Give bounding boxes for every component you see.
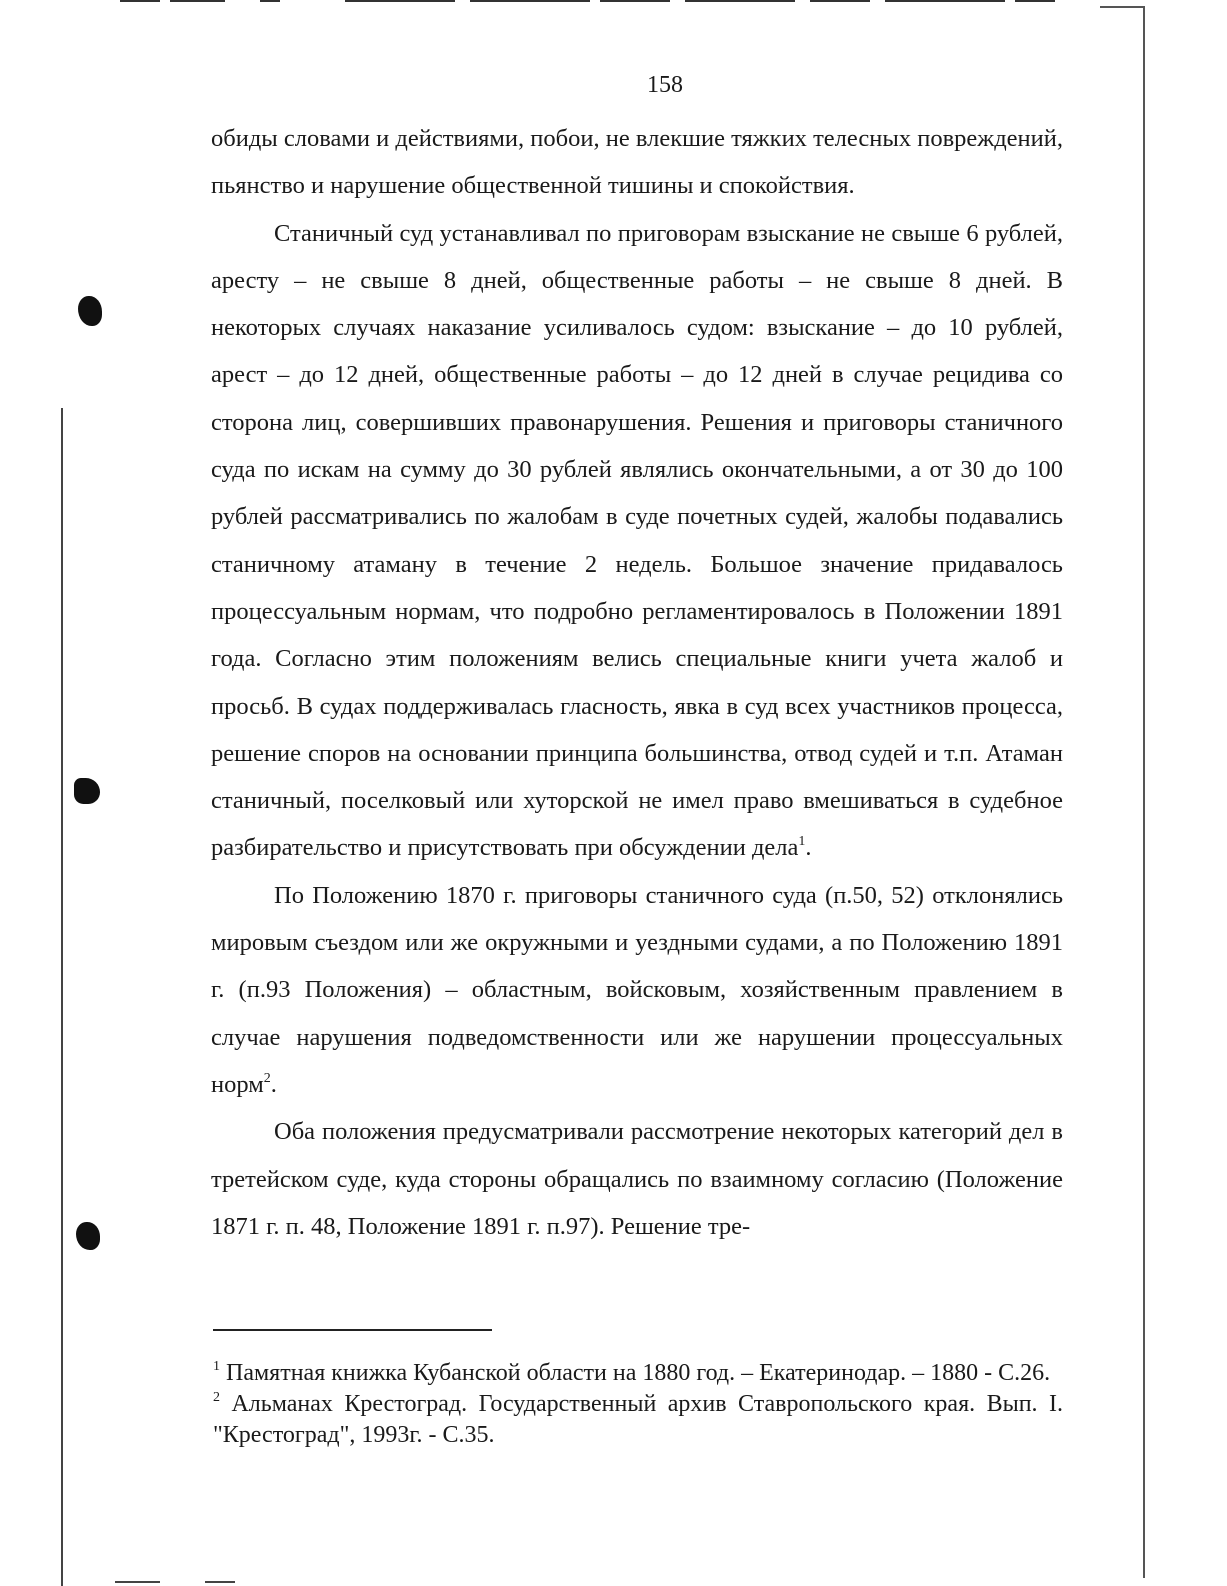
binder-hole-mark-top	[78, 296, 102, 326]
binder-hole-mark-middle	[74, 778, 100, 804]
scan-left-edge-line	[61, 408, 63, 1586]
paragraph-text: По Положению 1870 г. приговоры станичного суда (п.50, 52) отклонялись мировым съездом или же окружными и уездными судами, а по Положению 1891 г. (п.93 Положения) – областным, войсковым, хозяйственным правлением в случае нарушения подведомственности или же нарушении процессуальных норм	[211, 881, 1063, 1098]
scan-right-corner-mark	[1100, 6, 1145, 8]
footnote-text: Памятная книжка Кубанской области на 1880 год. – Екатеринодар. – 1880 - С.26.	[226, 1360, 1051, 1386]
paragraph-polozhenie-1870	[211, 872, 1063, 1108]
footnote-2	[213, 1389, 1063, 1451]
sentence-end: .	[805, 834, 812, 862]
footnote-mark: 2	[213, 1390, 220, 1405]
footnotes	[213, 1358, 1063, 1451]
paragraph-continuation: обиды словами и действиями, побои, не влекшие тяжких телесных повреждений, пьянство и нарушение общественной тишины и спокойствия.	[211, 125, 1063, 200]
page-number: 158	[647, 72, 683, 98]
scan-right-edge-line	[1143, 8, 1145, 1578]
footnote-mark: 1	[213, 1359, 220, 1374]
paragraph-stanichny-court	[211, 210, 1063, 872]
footnote-text: Альманах Крестоград. Государственный архив Ставропольского края. Вып. I. "Крестоград", 1993г. - С.35.	[213, 1391, 1063, 1448]
footnote-separator	[213, 1329, 492, 1331]
footnote-1	[213, 1358, 1063, 1389]
paragraph-arbitration: Оба положения предусматривали рассмотрение некоторых категорий дел в третейском суде, куда стороны обращались по взаимному согласию (Положение 1871 г. п. 48, Положение 1891 г. п.97). Решение тре-	[211, 1118, 1063, 1240]
body-text	[211, 115, 1063, 1250]
scan-top-edge-marks	[110, 0, 1150, 4]
footnote-ref-1: 1	[798, 834, 806, 850]
sentence-end: .	[270, 1070, 277, 1098]
footnote-ref-2: 2	[263, 1070, 271, 1086]
binder-hole-mark-bottom	[76, 1222, 100, 1250]
paragraph-text: Станичный суд устанавливал по приговорам взыскание не свыше 6 рублей, аресту – не свыше 8 дней, общественные работы – не свыше 8 дней. В некоторых случаях наказание усиливалось судом: взыскание – до 10 рублей, арест – до 12 дней, общественные работы – до 12 дней в случае рецидива со сторона лиц, совершивших правонарушения. Решения и приговоры станичного суда по искам на сумму до 30 рублей являлись окончательными, а от 30 до 100 рублей рассматривались по жалобам в суде почетных судей, жалобы подавались станичному атаману в течение 2 недель. Большое значение придавалось процессуальным нормам, что подробно регламентировалось в Положении 1891 года. Согласно этим положениям велись специальные книги учета жалоб и просьб. В судах поддерживалась гласность, явка в суд всех участников процесса, решение споров на основании принципа большинства, отвод судей и т.п. Атаман станичный, поселковый или хуторской не имел право вмешиваться в судебное разбирательство и присутствовать при обсуждении дела	[211, 219, 1063, 862]
